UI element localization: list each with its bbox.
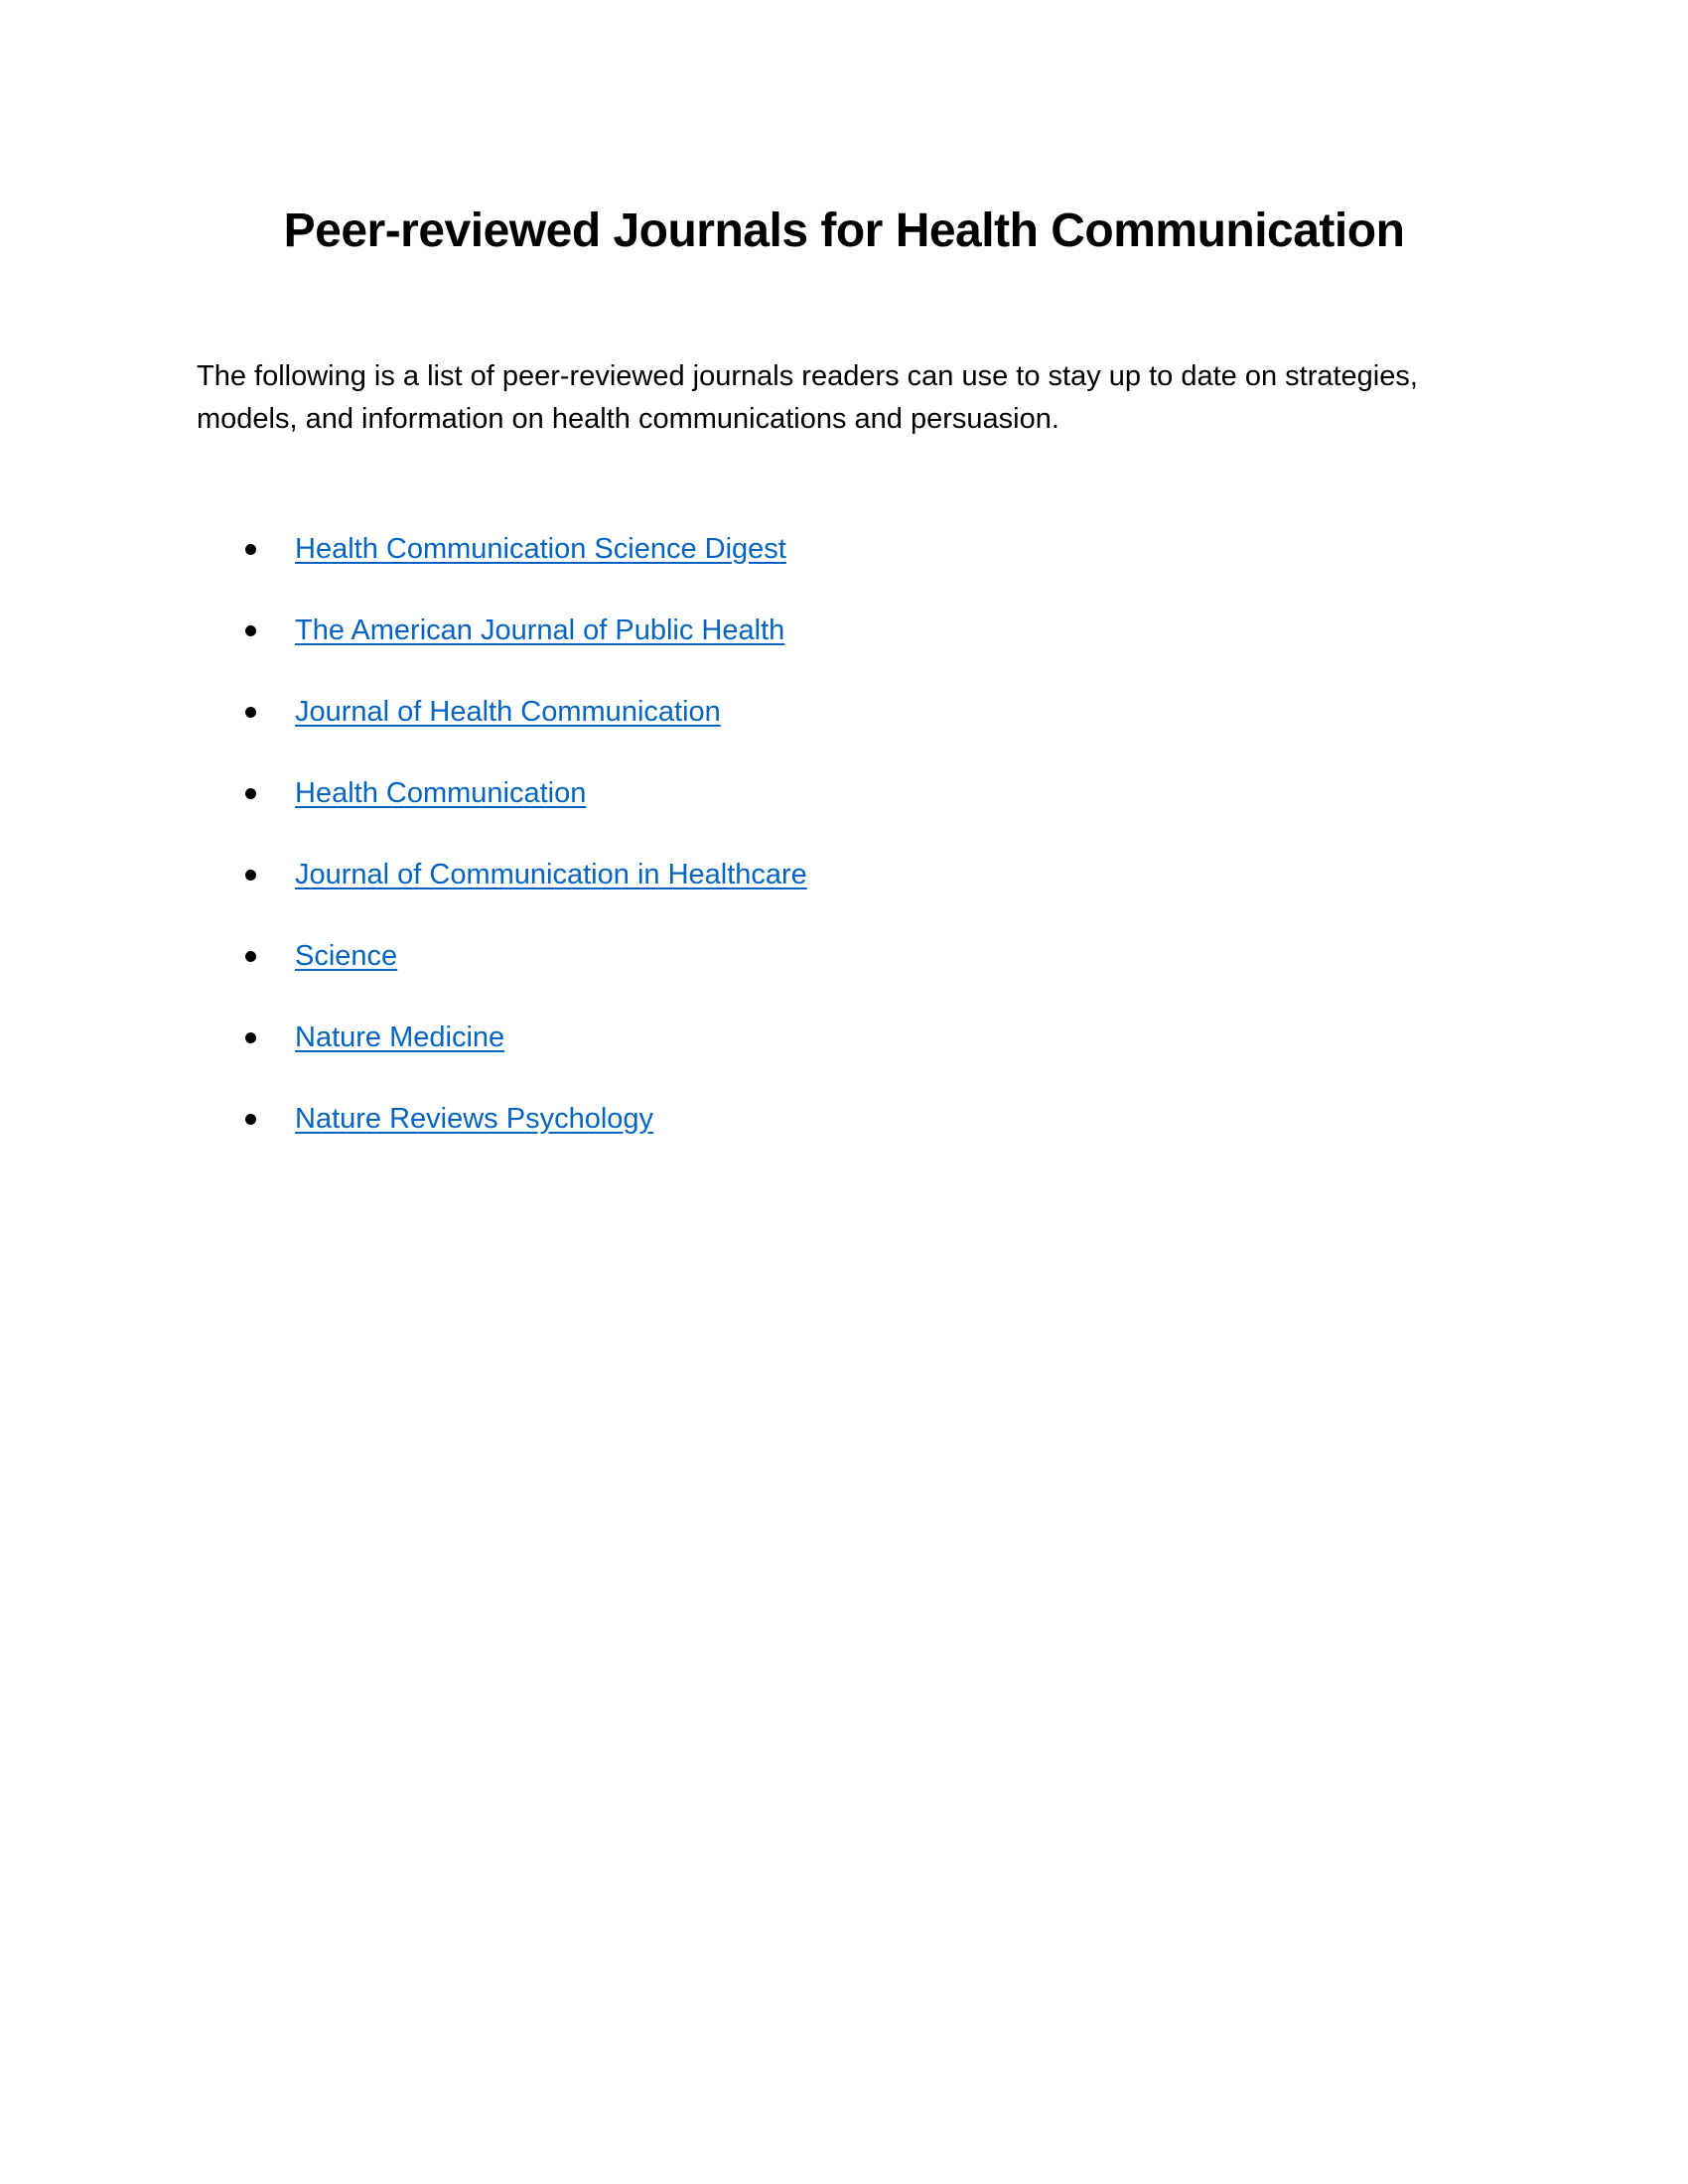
bullet-icon <box>245 625 256 636</box>
bullet-icon <box>245 1032 256 1043</box>
journal-link-journal-of-communication-in-healthcare[interactable]: Journal of Communication in Healthcare <box>295 859 807 890</box>
journal-link-nature-reviews-psychology[interactable]: Nature Reviews Psychology <box>295 1103 654 1135</box>
list-item <box>0 1096 993 1142</box>
page-title: Peer-reviewed Journals for Health Communication <box>283 205 1405 257</box>
journal-link-journal-of-health-communication[interactable]: Journal of Health Communication <box>295 696 721 728</box>
journal-link-american-journal-of-public-health[interactable]: The American Journal of Public Health <box>295 614 785 646</box>
bullet-icon <box>245 544 256 555</box>
list-item <box>0 526 993 572</box>
bullet-icon <box>245 1114 256 1125</box>
journal-link-health-communication-science-digest[interactable]: Health Communication Science Digest <box>295 533 786 565</box>
journal-link-science[interactable]: Science <box>295 940 398 972</box>
bullet-icon <box>245 707 256 718</box>
list-item <box>0 933 993 979</box>
intro-paragraph: The following is a list of peer-reviewed journals readers can use to stay up to date on strategies, models, and information on health communications and persuasion. <box>197 360 1418 435</box>
journal-link-health-communication[interactable]: Health Communication <box>295 777 587 809</box>
list-item <box>0 1015 993 1060</box>
bullet-icon <box>245 951 256 962</box>
list-item <box>0 852 993 897</box>
bullet-icon <box>245 870 256 881</box>
list-item <box>0 689 993 735</box>
list-item <box>0 608 993 653</box>
list-item <box>0 770 993 816</box>
bullet-icon <box>245 788 256 799</box>
journal-link-nature-medicine[interactable]: Nature Medicine <box>295 1022 505 1053</box>
